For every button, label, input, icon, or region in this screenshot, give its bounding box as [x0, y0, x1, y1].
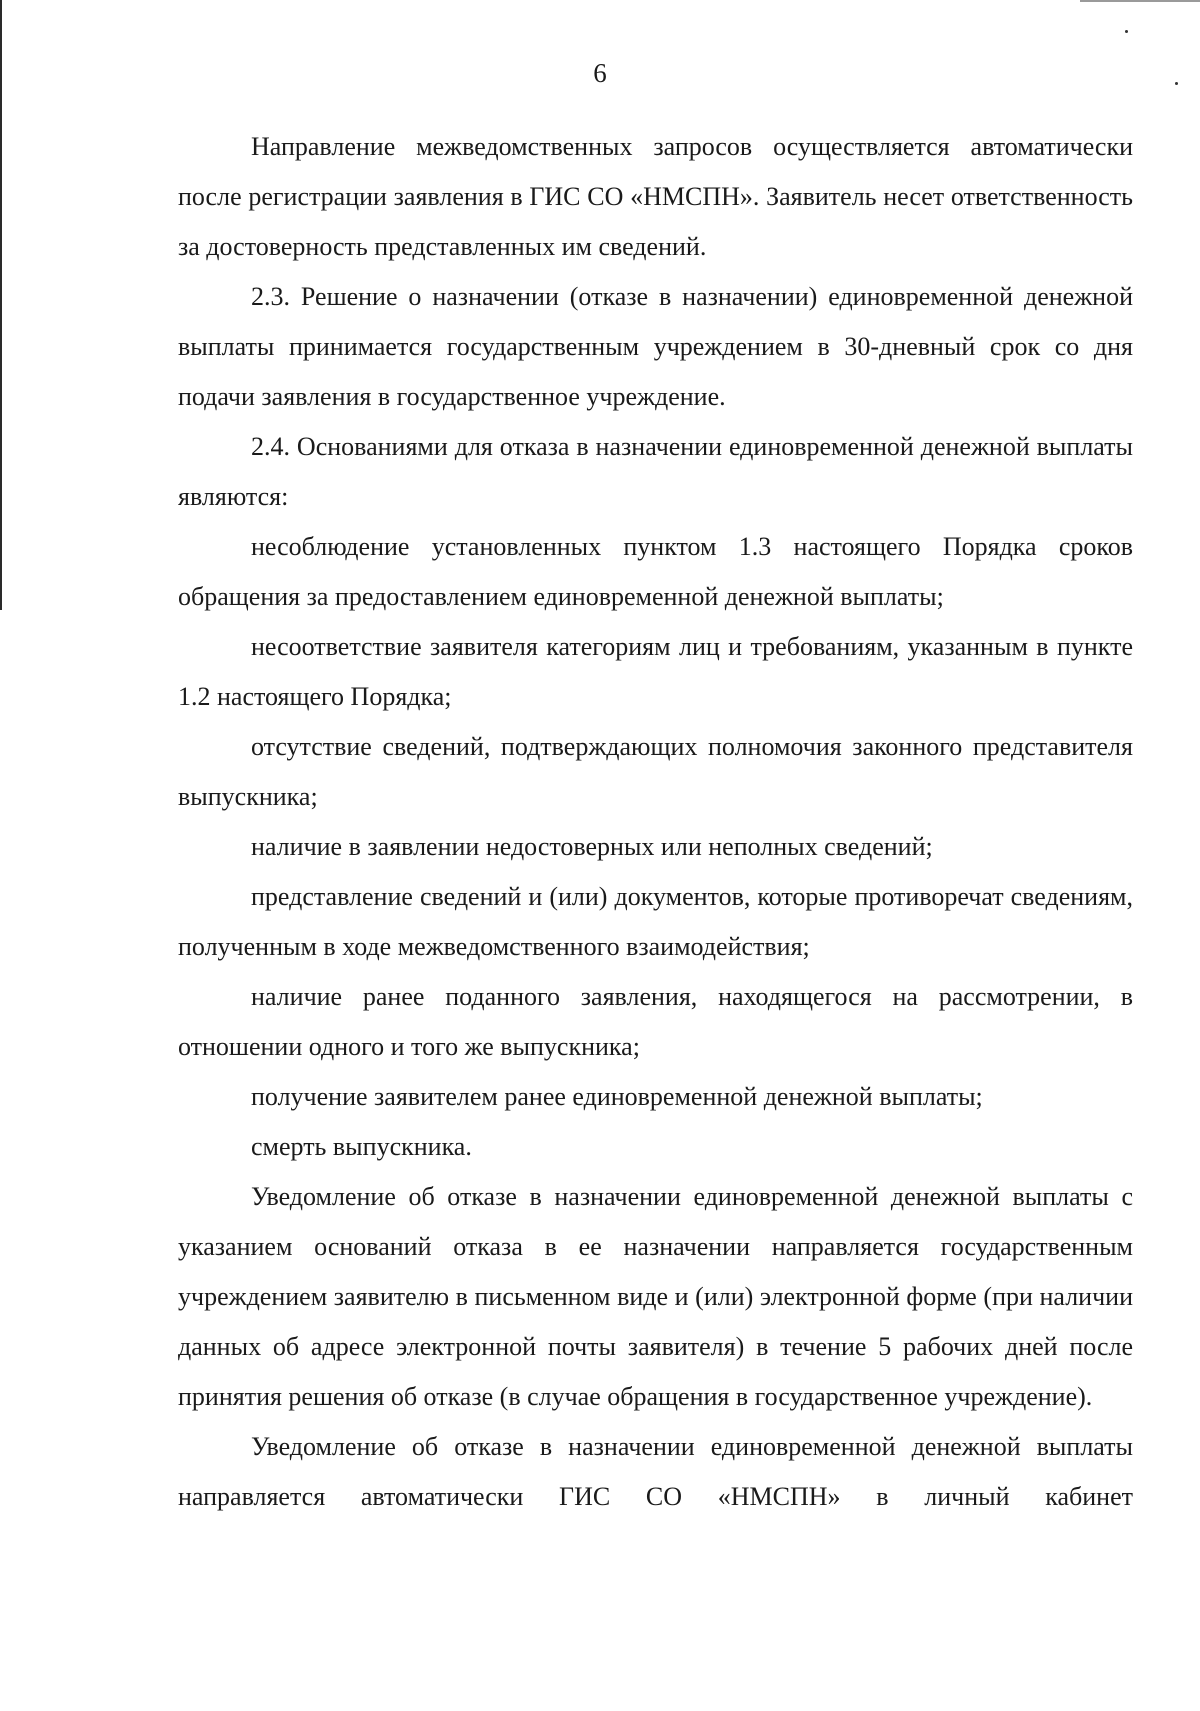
paragraph: получение заявителем ранее единовременной денежной выплаты;	[251, 1082, 983, 1111]
paragraph: 2.3. Решение о назначении (отказе в назначении) единовременной денежной выплаты принимается государственным учреждением в 30-дневный срок со дня подачи заявления в государственное учреждение.	[178, 282, 1133, 411]
paragraph: несоблюдение установленных пунктом 1.3 настоящего Порядка сроков обращения за предоставлением единовременной денежной выплаты;	[178, 532, 1133, 611]
page-number: 6	[593, 58, 607, 88]
document-body	[178, 122, 1133, 1522]
scan-top-edge	[1080, 0, 1200, 2]
paragraph: наличие в заявлении недостоверных или неполных сведений;	[251, 832, 933, 861]
paragraph: наличие ранее поданного заявления, находящегося на рассмотрении, в отношении одного и того же выпускника;	[178, 982, 1133, 1061]
paragraph: представление сведений и (или) документов, которые противоречат сведениям, полученным в ходе межведомственного взаимодействия;	[178, 882, 1133, 961]
scan-speck	[1125, 30, 1128, 33]
paragraph: смерть выпускника.	[251, 1132, 472, 1161]
paragraph: Направление межведомственных запросов осуществляется автоматически после регистрации заявления в ГИС СО «НМСПН». Заявитель несет ответственность за достоверность представленных им сведений.	[178, 132, 1133, 261]
scan-left-edge	[0, 0, 2, 610]
paragraph: отсутствие сведений, подтверждающих полномочия законного представителя выпускника;	[178, 732, 1133, 811]
paragraph: Уведомление об отказе в назначении единовременной денежной выплаты направляется автоматически ГИС СО «НМСПН» в личный кабинет	[178, 1432, 1133, 1511]
paragraph: Уведомление об отказе в назначении единовременной денежной выплаты с указанием оснований отказа в ее назначении направляется государственным учреждением заявителю в письменном виде и (или) электронной форме (при наличии данных об адресе электронной почты заявителя) в течение 5 рабочих дней после принятия решения об отказе (в случае обращения в государственное учреждение).	[178, 1182, 1133, 1411]
paragraph: 2.4. Основаниями для отказа в назначении единовременной денежной выплаты являются:	[178, 432, 1133, 511]
paragraph: несоответствие заявителя категориям лиц и требованиям, указанным в пункте 1.2 настоящего Порядка;	[178, 632, 1133, 711]
